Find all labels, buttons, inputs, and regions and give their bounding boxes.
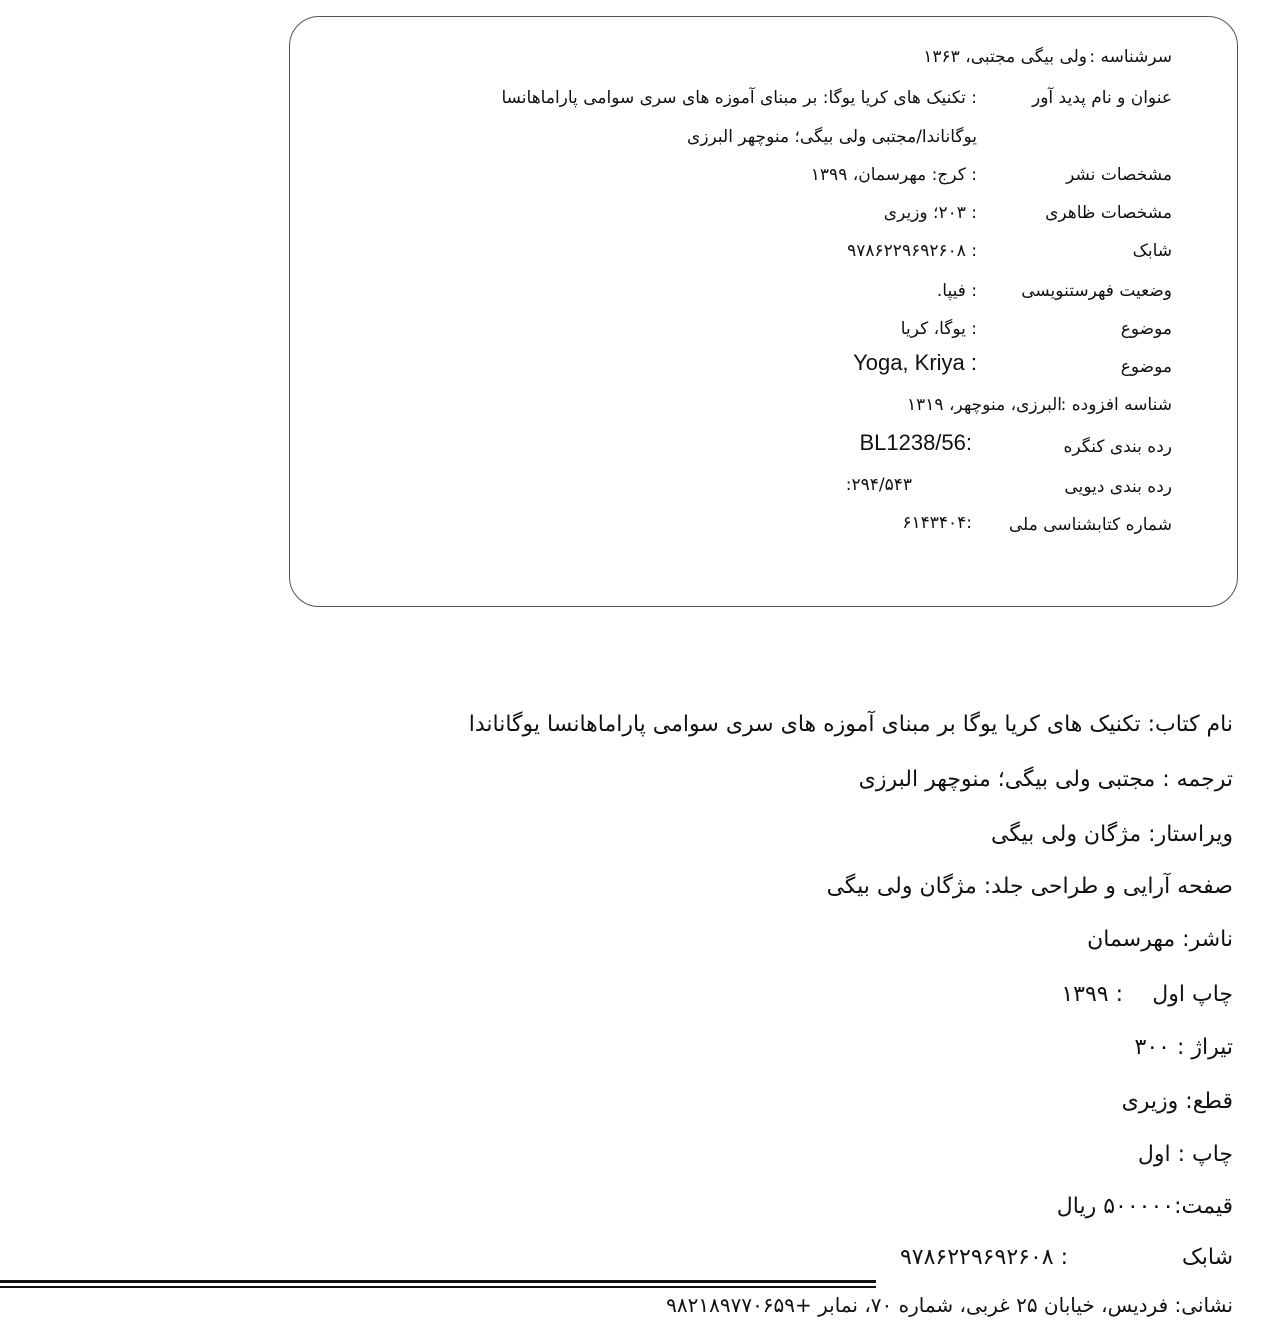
edition-first-print-value: : ۱۳۹۹ [1061, 982, 1123, 1007]
edition-layout-design: صفحه آرایی و طراحی جلد: مژگان ولی بیگی [826, 874, 1233, 899]
cip-lc-label: رده بندی کنگره [1063, 437, 1172, 457]
cip-publication-value: : کرج: مهرسمان، ۱۳۹۹ [810, 165, 977, 185]
cip-added-entry-label: شناسه افزوده : [1060, 395, 1172, 415]
edition-isbn-label: شابک [1182, 1245, 1233, 1270]
cip-isbn-value: : ۹۷۸۶۲۲۹۶۹۲۶۰۸ [847, 241, 977, 261]
cip-subject2-label: موضوع [1120, 357, 1172, 377]
separator-line-thin [0, 1286, 876, 1288]
edition-editor: ویراستار: مژگان ولی بیگی [991, 822, 1233, 847]
edition-price: قیمت:۵۰۰۰۰۰ ریال [1056, 1194, 1233, 1219]
cip-physical-label: مشخصات ظاهری [1045, 203, 1172, 223]
cip-title-label: عنوان و نام پدید آور [1032, 88, 1172, 108]
cip-publication-label: مشخصات نشر [1066, 165, 1172, 185]
cip-subject1-label: موضوع [1120, 319, 1172, 339]
cip-national-no-value: :۶۱۴۳۴۰۴ [902, 513, 972, 533]
cip-heading-value: ولی بیگی مجتبی، ۱۳۶۳ [923, 47, 1087, 67]
cip-box [289, 16, 1238, 607]
cip-title-cont: یوگاناندا/مجتبی ولی بیگی؛ منوچهر البرزی [687, 127, 977, 147]
cip-lc-value: BL1238/56: [859, 430, 972, 455]
cip-added-entry-value: البرزی، منوچهر، ۱۳۱۹ [907, 395, 1062, 415]
edition-format: قطع: وزیری [1121, 1089, 1233, 1114]
cip-dewey-value: ۲۹۴/۵۴۳: [845, 475, 912, 495]
edition-publisher: ناشر: مهرسمان [1087, 927, 1233, 952]
edition-print: چاپ : اول [1137, 1142, 1233, 1167]
cip-dewey-label: رده بندی دیویی [1064, 477, 1172, 497]
edition-translation: ترجمه : مجتبی ولی بیگی؛ منوچهر البرزی [858, 767, 1233, 792]
cip-subject1-value: : یوگا، کریا [900, 319, 977, 339]
edition-first-print-label: چاپ اول [1152, 982, 1233, 1007]
edition-address: نشانی: فردیس، خیابان ۲۵ غربی، شماره ۷۰، نمابر +۹۸۲۱۸۹۷۷۰۶۵۹ [666, 1293, 1233, 1317]
cip-national-no-label: شماره کتابشناسی ملی [1008, 515, 1172, 535]
cip-heading-label: سرشناسه : [1089, 47, 1172, 67]
cip-physical-value: : ۲۰۳؛ وزیری [883, 203, 977, 223]
cip-cataloging-label: وضعیت فهرستنویسی [1021, 281, 1172, 301]
cip-title-value: : تکنیک های کریا یوگا: بر مبنای آموزه های سری سوامی پاراماهانسا [501, 88, 977, 108]
separator-line-thick [0, 1280, 876, 1283]
edition-book-title: نام کتاب: تکنیک های کریا یوگا بر مبنای آموزه های سری سوامی پاراماهانسا یوگاناندا [468, 712, 1233, 737]
edition-isbn-value: : ۹۷۸۶۲۲۹۶۹۲۶۰۸ [899, 1245, 1068, 1270]
cip-isbn-label: شابک [1132, 241, 1172, 261]
cip-cataloging-value: : فیپا. [936, 281, 977, 301]
edition-circulation: تیراژ : ۳۰۰ [1134, 1035, 1233, 1060]
cip-subject2-value: Yoga, Kriya : [853, 350, 977, 375]
